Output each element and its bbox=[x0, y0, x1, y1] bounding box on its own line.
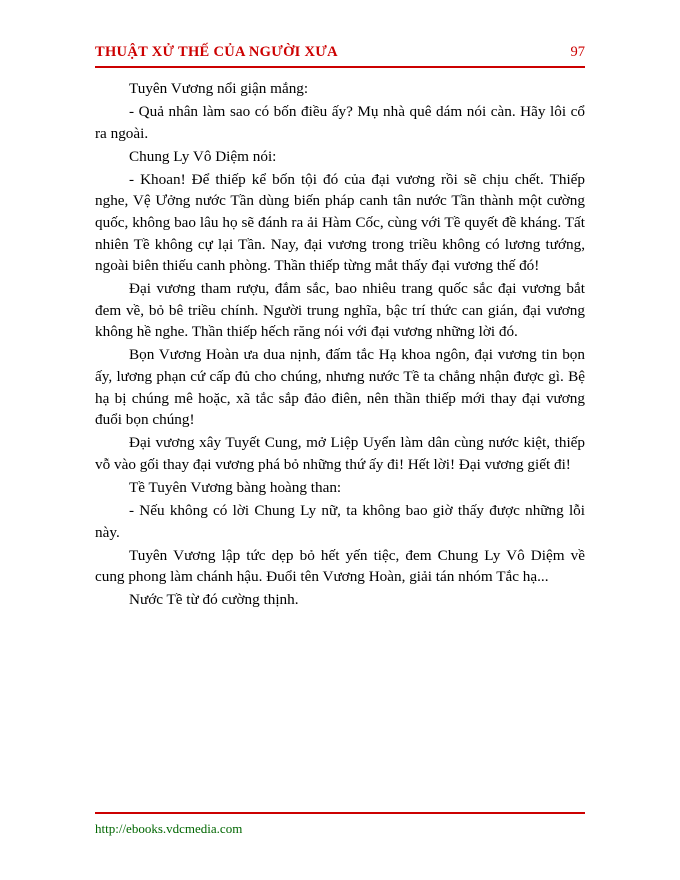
page-footer bbox=[95, 820, 242, 838]
page-number: 97 bbox=[570, 44, 585, 60]
paragraph: Tuyên Vương nổi giận mắng: bbox=[129, 80, 309, 97]
paragraph: Tề Tuyên Vương bàng hoàng than: bbox=[129, 478, 342, 496]
body-text bbox=[95, 78, 585, 612]
book-title: THUẬT XỬ THẾ CỦA NGƯỜI XƯA bbox=[95, 44, 338, 60]
paragraph: Bọn Vương Hoàn ưa dua nịnh, đấm tắc Hạ khoa ngôn, đại vương tin bọn ấy, lương phạn cứ cấp đủ cho chúng, nhưng nước Tề ta chẳng nhận được gì. Bệ hạ bị chúng mê hoặc, xã tắc sắp đảo điên, nên thần thiếp mới thay đại vương đuổi bọn chúng! bbox=[95, 346, 585, 429]
paragraph: - Nếu không có lời Chung Ly nữ, ta không bao giờ thấy được những lỗi này. bbox=[95, 501, 585, 541]
paragraph: - Khoan! Để thiếp kể bốn tội đó của đại vương rồi sẽ chịu chết. Thiếp nghe, Vệ Ưởng nước Tần dùng biến pháp canh tân nước Tần thành một cường quốc, không bao lâu họ sẽ đánh ra ải Hàm Cốc, cùng với Tề quyết đề kháng. Tất nhiên Tề không cự lại Tần. Nay, đại vương trong triều không có lương tướng, ngoài biên thiếu canh phòng. Thần thiếp từng mắt thấy đại vương thế đó! bbox=[95, 170, 585, 275]
footer-divider bbox=[95, 812, 585, 814]
paragraph: Đại vương xây Tuyết Cung, mở Liệp Uyển làm dân cùng nước kiệt, thiếp vỗ vào gối thay đại vương phá bỏ những thứ ấy đi! Hết lời! Đại vương giết đi! bbox=[95, 434, 585, 473]
page-header bbox=[95, 44, 585, 61]
paragraph: Tuyên Vương lập tức dẹp bỏ hết yến tiệc, đem Chung Ly Vô Diệm về cung phong làm chánh hậu. Đuổi tên Vương Hoàn, giải tán nhóm Tắc hạ... bbox=[95, 546, 585, 586]
footer-url[interactable]: http://ebooks.vdcmedia.com bbox=[95, 821, 243, 836]
paragraph: Nước Tề từ đó cường thịnh. bbox=[129, 591, 299, 609]
paragraph: Chung Ly Vô Diệm nói: bbox=[129, 147, 277, 165]
header-divider bbox=[95, 66, 585, 68]
paragraph: - Quả nhân làm sao có bốn điều ấy? Mụ nhà quê dám nói càn. Hãy lôi cổ ra ngoài. bbox=[95, 103, 585, 142]
paragraph: Đại vương tham rượu, đắm sắc, bao nhiêu trang quốc sắc đại vương bắt đem về, bỏ bê triều chính. Người trung nghĩa, bậc trí thức can gián, đại vương không hề nghe. Thần thiếp hếch răng nói với đại vương những lời đó. bbox=[95, 280, 585, 341]
